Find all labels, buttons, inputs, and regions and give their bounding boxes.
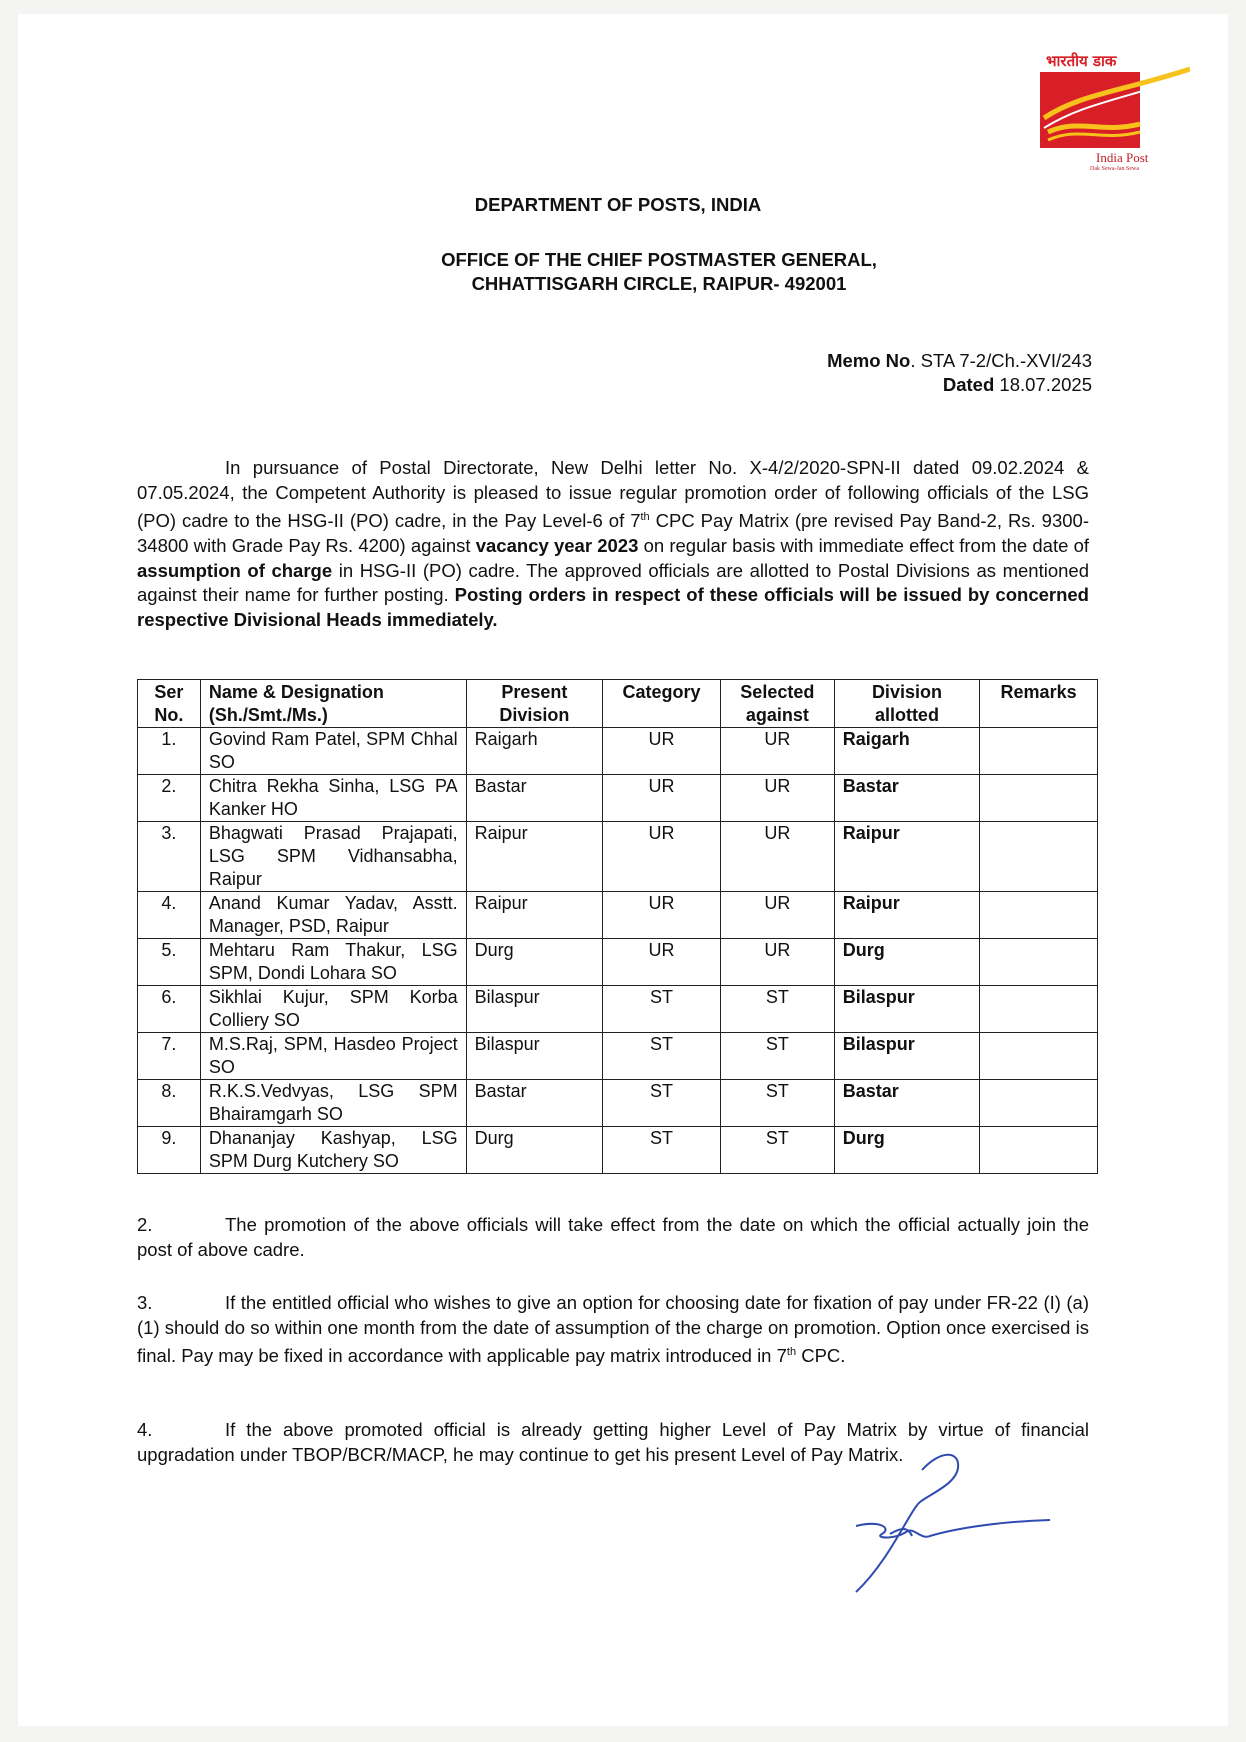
cell-category: UR xyxy=(603,939,721,986)
cell-name: R.K.S.Vedvyas, LSG SPM Bhairamgarh SO xyxy=(200,1080,466,1127)
cell-present: Raipur xyxy=(466,892,603,939)
cell-present: Durg xyxy=(466,1127,603,1174)
table-row xyxy=(138,939,1098,986)
india-post-logo xyxy=(1040,54,1162,174)
cell-present: Durg xyxy=(466,939,603,986)
cell-selected: UR xyxy=(720,892,834,939)
memo-block xyxy=(827,349,1092,397)
cell-remarks xyxy=(980,1080,1098,1127)
cell-remarks xyxy=(980,1033,1098,1080)
cell-name: Dhananjay Kashyap, LSG SPM Durg Kutchery SO xyxy=(200,1127,466,1174)
cell-selected: ST xyxy=(720,1127,834,1174)
office-line-1: OFFICE OF THE CHIEF POSTMASTER GENERAL, xyxy=(441,249,877,270)
cell-name: Bhagwati Prasad Prajapati, LSG SPM Vidhansabha, Raipur xyxy=(200,822,466,892)
paragraph-1 xyxy=(137,456,1089,632)
table-row xyxy=(138,986,1098,1033)
cell-ser: 4. xyxy=(138,892,201,939)
p1-text-b: CPC Pay Matrix (pre revised Pay Band-2, Rs. 9300-34800 with Grade Pay Rs. 4200) against xyxy=(137,510,1089,556)
cell-selected: UR xyxy=(720,939,834,986)
cell-division: Raipur xyxy=(834,892,979,939)
p1-sup: th xyxy=(640,511,650,524)
cell-category: ST xyxy=(603,986,721,1033)
cell-category: UR xyxy=(603,892,721,939)
p2-text: The promotion of the above officials will take effect from the date on which the official actually join the post of above cadre. xyxy=(137,1214,1089,1260)
cell-selected: UR xyxy=(720,728,834,775)
memo-date xyxy=(827,373,1092,397)
cell-division: Durg xyxy=(834,1127,979,1174)
cell-present: Bilaspur xyxy=(466,1033,603,1080)
cell-ser: 1. xyxy=(138,728,201,775)
cell-selected: ST xyxy=(720,986,834,1033)
header-selected: Selected against xyxy=(720,680,834,728)
department-title: DEPARTMENT OF POSTS, INDIA xyxy=(474,194,762,215)
header-category: Category xyxy=(603,680,721,728)
cell-category: UR xyxy=(603,775,721,822)
table-row xyxy=(138,892,1098,939)
cell-selected: UR xyxy=(720,822,834,892)
cell-name: M.S.Raj, SPM, Hasdeo Project SO xyxy=(200,1033,466,1080)
cell-selected: ST xyxy=(720,1033,834,1080)
table-row xyxy=(138,1033,1098,1080)
cell-ser: 6. xyxy=(138,986,201,1033)
logo-wave-icon xyxy=(1040,64,1190,154)
p1-bold-assumption: assumption of charge xyxy=(137,559,333,581)
header-present: Present Division xyxy=(466,680,603,728)
cell-remarks xyxy=(980,986,1098,1033)
p3-number: 3. xyxy=(137,1292,153,1313)
dated-value: 18.07.2025 xyxy=(994,374,1092,395)
table-row xyxy=(138,1127,1098,1174)
cell-name: Anand Kumar Yadav, Asstt. Manager, PSD, Raipur xyxy=(200,892,466,939)
cell-division: Raipur xyxy=(834,822,979,892)
cell-present: Bastar xyxy=(466,775,603,822)
cell-name: Chitra Rekha Sinha, LSG PA Kanker HO xyxy=(200,775,466,822)
table-row xyxy=(138,775,1098,822)
cell-ser: 9. xyxy=(138,1127,201,1174)
memo-value: . STA 7-2/Ch.-XVI/243 xyxy=(910,350,1092,371)
cell-present: Bilaspur xyxy=(466,986,603,1033)
office-title xyxy=(36,248,1246,296)
p4-number: 4. xyxy=(137,1419,153,1440)
cell-name: Govind Ram Patel, SPM Chhal SO xyxy=(200,728,466,775)
cell-present: Bastar xyxy=(466,1080,603,1127)
cell-division: Bastar xyxy=(834,1080,979,1127)
logo-tagline: Dak Sewa-Jan Sewa xyxy=(1090,166,1139,172)
cell-category: UR xyxy=(603,822,721,892)
cell-present: Raipur xyxy=(466,822,603,892)
logo-hindi-title: भारतीय डाक xyxy=(1046,52,1117,70)
cell-name: Sikhlai Kujur, SPM Korba Colliery SO xyxy=(200,986,466,1033)
cell-category: ST xyxy=(603,1127,721,1174)
cell-category: ST xyxy=(603,1080,721,1127)
cell-category: ST xyxy=(603,1033,721,1080)
p1-bold-vacancy: vacancy year 2023 xyxy=(475,534,639,556)
header-remarks: Remarks xyxy=(980,680,1098,728)
cell-name: Mehtaru Ram Thakur, LSG SPM, Dondi Lohara SO xyxy=(200,939,466,986)
paragraph-2 xyxy=(137,1213,1089,1262)
memo-number xyxy=(827,349,1092,373)
paragraph-3 xyxy=(137,1291,1089,1369)
cell-remarks xyxy=(980,775,1098,822)
dated-label: Dated xyxy=(942,374,995,395)
cell-division: Bastar xyxy=(834,775,979,822)
cell-ser: 2. xyxy=(138,775,201,822)
p1-text-c: on regular basis with immediate effect from the date of xyxy=(638,534,1089,556)
p3-text-b: CPC. xyxy=(796,1345,846,1367)
table-row xyxy=(138,1080,1098,1127)
cell-remarks xyxy=(980,892,1098,939)
cell-remarks xyxy=(980,939,1098,986)
cell-category: UR xyxy=(603,728,721,775)
office-line-2: CHHATTISGARH CIRCLE, RAIPUR- 492001 xyxy=(471,273,847,294)
cell-ser: 7. xyxy=(138,1033,201,1080)
table-row xyxy=(138,728,1098,775)
table-row xyxy=(138,822,1098,892)
cell-ser: 8. xyxy=(138,1080,201,1127)
header-division: Division allotted xyxy=(834,680,979,728)
memo-label: Memo No xyxy=(827,350,911,371)
cell-selected: UR xyxy=(720,775,834,822)
p1-text-a: In pursuance of Postal Directorate, New Delhi letter No. X-4/2/2020-SPN-II dated 09.02.2024 & 07.05.2024, the Competent Authority is pleased to issue regular promotion order of following officials of the LSG (PO) cadre to the HSG-II (PO) cadre, in the Pay Level-6 of 7 xyxy=(137,457,1089,532)
table-header-row xyxy=(138,680,1098,728)
cell-present: Raigarh xyxy=(466,728,603,775)
p3-text-a: If the entitled official who wishes to give an option for choosing date for fixation of pay under FR-22 (I) (a)(1) should do so within one month from the date of assumption of the charge on promotion. Option once exercised is final. Pay may be fixed in accordance with applicable pay matrix introduced in 7 xyxy=(137,1292,1089,1367)
p4-text: If the above promoted official is already getting higher Level of Pay Matrix by virtue of financial upgradation under TBOP/BCR/MACP, he may continue to get his present Level of Pay Matrix. xyxy=(137,1419,1089,1465)
cell-division: Raigarh xyxy=(834,728,979,775)
p2-number: 2. xyxy=(137,1214,153,1235)
cell-division: Bilaspur xyxy=(834,1033,979,1080)
cell-ser: 3. xyxy=(138,822,201,892)
cell-selected: ST xyxy=(720,1080,834,1127)
header-ser: Ser No. xyxy=(138,680,201,728)
cell-division: Bilaspur xyxy=(834,986,979,1033)
header-name: Name & Designation (Sh./Smt./Ms.) xyxy=(200,680,466,728)
cell-division: Durg xyxy=(834,939,979,986)
p3-sup: th xyxy=(786,1346,797,1359)
signature xyxy=(850,1440,1060,1600)
promotion-table xyxy=(137,679,1098,1174)
cell-remarks xyxy=(980,1127,1098,1174)
cell-ser: 5. xyxy=(138,939,201,986)
p1-text-d: in HSG-II (PO) cadre. The approved officials are allotted to Postal Divisions as mentioned against their name for further posting. xyxy=(137,559,1089,606)
cell-remarks xyxy=(980,728,1098,775)
cell-remarks xyxy=(980,822,1098,892)
logo-name: India Post xyxy=(1096,150,1149,165)
p1-bold-posting: Posting orders in respect of these officials will be issued by concerned respective Divisional Heads immediately. xyxy=(137,584,1089,630)
